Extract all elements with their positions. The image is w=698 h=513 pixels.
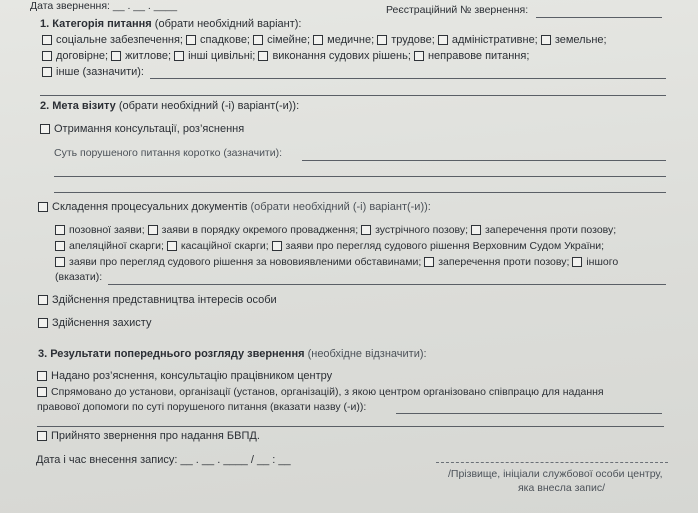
category-option[interactable]: [42, 50, 108, 62]
doc-option[interactable]: [471, 224, 616, 236]
section2-hint: (обрати необхідний (-і) варіант(-и)):: [118, 100, 300, 112]
defense-option[interactable]: [38, 317, 151, 329]
category-label: інші цивільні;: [188, 50, 256, 62]
category-label: спадкове;: [200, 34, 250, 46]
checkbox-icon[interactable]: [167, 241, 177, 251]
checkbox-icon[interactable]: [40, 124, 50, 134]
essence-field-3[interactable]: [54, 192, 666, 193]
registration-field[interactable]: [536, 17, 662, 18]
consult-option[interactable]: [40, 123, 244, 135]
doc-label: апеляційної скарги;: [69, 240, 164, 252]
checkbox-icon[interactable]: [361, 225, 371, 235]
docs-label: Складення процесуальних документів: [52, 201, 248, 213]
checkbox-icon[interactable]: [414, 51, 424, 61]
checkbox-icon[interactable]: [42, 35, 52, 45]
docs-other-label: (вказати):: [55, 271, 103, 283]
category-row-3: [42, 66, 144, 78]
representation-label: Здійснення представництва інтересів особи: [52, 294, 277, 306]
checkbox-icon[interactable]: [55, 225, 65, 235]
section1-heading: [40, 18, 302, 30]
doc-label: заперечення проти позову;: [484, 224, 617, 236]
consult-label: Отримання консультації, роз’яснення: [54, 123, 245, 135]
checkbox-icon[interactable]: [541, 35, 551, 45]
institution-field[interactable]: [396, 413, 662, 414]
section3-title: 3. Результати попереднього розгляду звернення: [38, 348, 305, 360]
checkbox-icon[interactable]: [253, 35, 263, 45]
category-option[interactable]: [186, 34, 250, 46]
category-label: неправове питання;: [427, 50, 530, 62]
category-option[interactable]: [438, 34, 538, 46]
category-label: договірне;: [56, 50, 109, 62]
result-label: Спрямовано до установи, організації (установ, організацій), з якою центром організовано співпрацю для надання: [51, 386, 604, 398]
section3-hint: (необхідне відзначити):: [307, 348, 427, 360]
checkbox-icon[interactable]: [37, 371, 47, 381]
category-option[interactable]: [42, 34, 183, 46]
doc-option[interactable]: [55, 224, 145, 236]
essence-field-2[interactable]: [54, 176, 666, 177]
result-option-2[interactable]: [37, 386, 604, 398]
checkbox-icon[interactable]: [313, 35, 323, 45]
date-label: Дата звернення: __ . __ . ____: [30, 0, 178, 12]
essence-field[interactable]: [302, 160, 666, 161]
doc-option[interactable]: [55, 256, 421, 268]
doc-label: заяви про перегляд судового рішення Верховним Судом України;: [285, 240, 605, 252]
result-label: Надано роз’яснення, консультацію працівником центру: [51, 370, 333, 382]
checkbox-icon[interactable]: [42, 51, 52, 61]
checkbox-icon[interactable]: [174, 51, 184, 61]
category-label: медичне;: [327, 34, 375, 46]
checkbox-icon[interactable]: [38, 202, 48, 212]
checkbox-icon[interactable]: [55, 241, 65, 251]
category-option[interactable]: [313, 34, 374, 46]
category-option[interactable]: [541, 34, 607, 46]
doc-label: позовної заяви;: [69, 224, 145, 236]
result-option-2-line2: правової допомоги по суті порушеного питання (вказати назву (-и)):: [37, 401, 367, 413]
docs-option[interactable]: [38, 201, 431, 213]
doc-option[interactable]: [361, 224, 468, 236]
checkbox-icon[interactable]: [38, 295, 48, 305]
category-label: соціальне забезпечення;: [56, 34, 183, 46]
institution-field-2[interactable]: [37, 426, 664, 427]
category-option[interactable]: [111, 50, 171, 62]
category-option[interactable]: [414, 50, 529, 62]
signature-caption-1: /Прізвище, ініціали службової особи центру,: [448, 468, 663, 480]
category-label: виконання судових рішень;: [272, 50, 411, 62]
result-option-3[interactable]: [37, 430, 260, 442]
category-label: земельне;: [554, 34, 607, 46]
essence-label: Суть порушеного питання коротко (зазначити):: [54, 147, 283, 159]
checkbox-icon[interactable]: [272, 241, 282, 251]
section2-heading: [40, 100, 299, 112]
checkbox-icon[interactable]: [471, 225, 481, 235]
category-row-1: [42, 34, 607, 46]
checkbox-icon[interactable]: [37, 387, 47, 397]
category-label: трудове;: [391, 34, 435, 46]
checkbox-icon[interactable]: [424, 257, 434, 267]
category-label: сімейне;: [267, 34, 311, 46]
docs-row-1: [55, 224, 616, 236]
docs-row-2: [55, 240, 604, 252]
checkbox-icon[interactable]: [258, 51, 268, 61]
doc-label: заяви в порядку окремого провадження;: [161, 224, 359, 236]
doc-option[interactable]: [55, 240, 164, 252]
registration-label: Реєстраційний № звернення:: [386, 4, 529, 16]
category-label: житлове;: [125, 50, 171, 62]
result-label: Прийнято звернення про надання БВПД.: [51, 430, 260, 442]
category-option[interactable]: [253, 34, 310, 46]
category-option[interactable]: [377, 34, 435, 46]
doc-label: заяви про перегляд судового рішення за нововиявленими обставинами;: [69, 256, 422, 268]
doc-label: зустрічного позову;: [375, 224, 469, 236]
other-category-field-2[interactable]: [40, 95, 666, 96]
result-option-1[interactable]: [37, 370, 332, 382]
checkbox-icon[interactable]: [377, 35, 387, 45]
docs-other-field[interactable]: [108, 284, 666, 285]
section3-heading: [38, 348, 427, 360]
defense-label: Здійснення захисту: [52, 317, 152, 329]
checkbox-icon[interactable]: [111, 51, 121, 61]
category-label: інше (зазначити):: [56, 66, 144, 78]
doc-label: заперечення проти позову;: [438, 256, 570, 268]
doc-label: іншого: [586, 256, 619, 268]
docs-row-3: [55, 256, 618, 268]
checkbox-icon[interactable]: [438, 35, 448, 45]
checkbox-icon[interactable]: [572, 257, 582, 267]
signature-field[interactable]: [436, 462, 668, 463]
other-category-field[interactable]: [150, 78, 666, 79]
section1-hint: (обрати необхідний варіант):: [154, 18, 302, 30]
checkbox-icon[interactable]: [37, 431, 47, 441]
doc-option[interactable]: [272, 240, 605, 252]
category-label: адміністративне;: [451, 34, 538, 46]
category-option[interactable]: [174, 50, 255, 62]
category-option[interactable]: [258, 50, 410, 62]
doc-label: касаційної скарги;: [180, 240, 269, 252]
checkbox-icon[interactable]: [38, 318, 48, 328]
checkbox-icon[interactable]: [42, 67, 52, 77]
checkbox-icon[interactable]: [186, 35, 196, 45]
doc-option[interactable]: [424, 256, 569, 268]
doc-option[interactable]: [167, 240, 269, 252]
section1-title: 1. Категорія питання: [40, 18, 152, 30]
doc-option[interactable]: [572, 256, 618, 268]
checkbox-icon[interactable]: [148, 225, 158, 235]
record-datetime-label: Дата і час внесення запису: __ . __ . ____ / __ : __: [36, 454, 291, 466]
category-row-2: [42, 50, 529, 62]
doc-option[interactable]: [148, 224, 359, 236]
docs-hint: (обрати необхідний (-і) варіант(-и)):: [250, 201, 431, 213]
representation-option[interactable]: [38, 294, 277, 306]
category-option[interactable]: [42, 66, 144, 78]
checkbox-icon[interactable]: [55, 257, 65, 267]
signature-caption-2: яка внесла запис/: [518, 482, 605, 494]
section2-title: 2. Мета візиту: [40, 100, 116, 112]
